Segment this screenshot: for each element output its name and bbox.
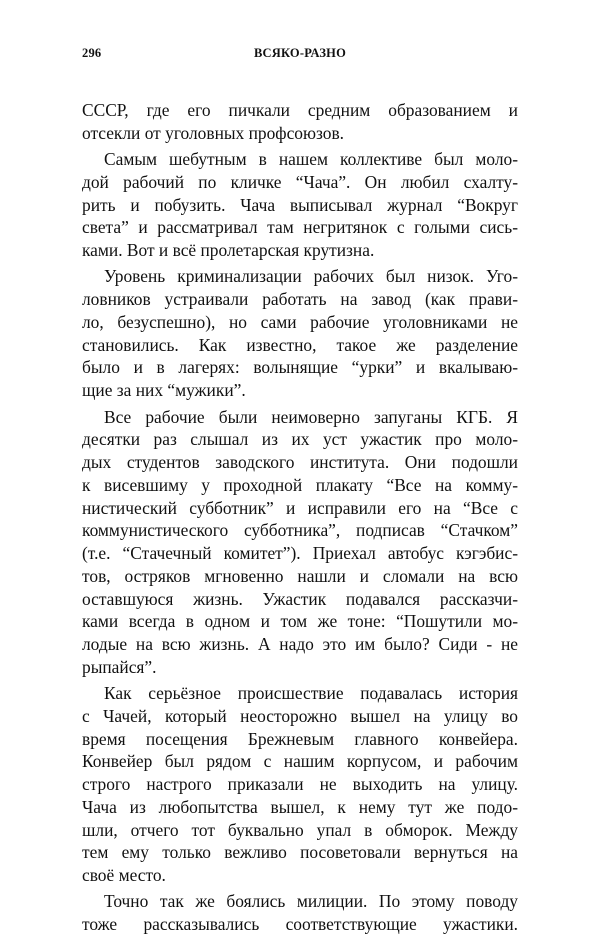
text-line: нистический субботник” и исправили его на “Все с bbox=[82, 497, 518, 518]
text-line: тов, остряков мгновенно нашли и сломали на всю bbox=[82, 565, 518, 586]
text-line: света” и рассматривал там негритянок с голыми сись- bbox=[82, 217, 518, 238]
text-line: Чача из любопытства вышел, к нему тут же подо- bbox=[82, 796, 518, 817]
text-line: Уровень криминализации рабочих был низок. Уго- bbox=[104, 266, 518, 287]
body-text bbox=[82, 99, 518, 936]
book-title: ВСЯКО-РАЗНО bbox=[253, 46, 347, 60]
text-line: Все рабочие были неимоверно запуганы КГБ. Я bbox=[104, 406, 518, 427]
text-line: ками. Вот и всё пролетарская крутизна. bbox=[82, 240, 375, 261]
text-line: Конвейер был рядом с нашим корпусом, и рабочим bbox=[82, 751, 518, 772]
running-head bbox=[82, 46, 518, 62]
text-line: рить и побузить. Чача выписывал журнал “Вокруг bbox=[82, 194, 518, 215]
text-line: ло, безуспешно), но сами рабочие уголовниками не bbox=[82, 311, 518, 332]
paragraph bbox=[82, 406, 518, 679]
text-line: шли, отчего тот буквально упал в обморок. Между bbox=[82, 819, 518, 840]
text-line: Как серьёзное происшествие подавалась история bbox=[104, 683, 518, 704]
text-line: становились. Как известно, такое же разделение bbox=[82, 334, 518, 355]
paragraph bbox=[82, 890, 518, 936]
page-number: 296 bbox=[82, 46, 102, 60]
paragraph bbox=[82, 265, 518, 402]
text-line: тоже рассказывались соответствующие ужастики. bbox=[82, 914, 518, 935]
text-line: щие за них “мужики”. bbox=[82, 380, 246, 401]
text-line: СССР, где его пичкали средним образованием и bbox=[82, 100, 518, 120]
text-line: (т.е. “Стачечный комитет”). Приехал автобус кэгэбис- bbox=[82, 543, 518, 564]
text-line: десятки раз слышал из их уст ужастик про моло- bbox=[82, 429, 518, 450]
text-line: лодые на всю жизнь. А надо это им было? Сиди - не bbox=[82, 634, 518, 655]
text-line: дой рабочий по кличке “Чача”. Он любил схалту- bbox=[82, 171, 518, 192]
text-line: тем ему только вежливо посоветовали вернуться на bbox=[82, 842, 518, 863]
text-line: оставшуюся жизнь. Ужастик подавался рассказчи- bbox=[82, 588, 518, 609]
text-line: время посещения Брежневым главного конвейера. bbox=[82, 728, 518, 749]
text-line: с Чачей, который неосторожно вышел на улицу во bbox=[82, 705, 518, 726]
text-line: строго настрого приказали не выходить на улицу. bbox=[82, 774, 518, 795]
text-line: Точно так же боялись милиции. По этому поводу bbox=[104, 891, 518, 912]
text-line: ловников устраивали работать на завод (как прави- bbox=[82, 289, 518, 310]
text-line: рыпайся”. bbox=[82, 656, 157, 677]
text-line: к висевшиму у проходной плакату “Все на комму- bbox=[82, 474, 518, 495]
text-line: дых студентов заводского института. Они подошли bbox=[82, 452, 518, 473]
text-line: Самым шебутным в нашем коллективе был моло- bbox=[104, 149, 518, 170]
paragraph bbox=[82, 99, 518, 145]
paragraph bbox=[82, 148, 518, 262]
text-line: своё место. bbox=[82, 865, 166, 886]
text-line: ками всегда в одном и том же тоне: “Пошутили мо- bbox=[82, 611, 518, 632]
paragraph bbox=[82, 682, 518, 887]
text-line: отсекли от уголовных профсоюзов. bbox=[82, 122, 344, 143]
text-line: было и в лагерях: волынящие “урки” и вкалываю- bbox=[82, 357, 518, 378]
text-line: коммунистического субботника”, подписав “Стачком” bbox=[82, 520, 518, 541]
